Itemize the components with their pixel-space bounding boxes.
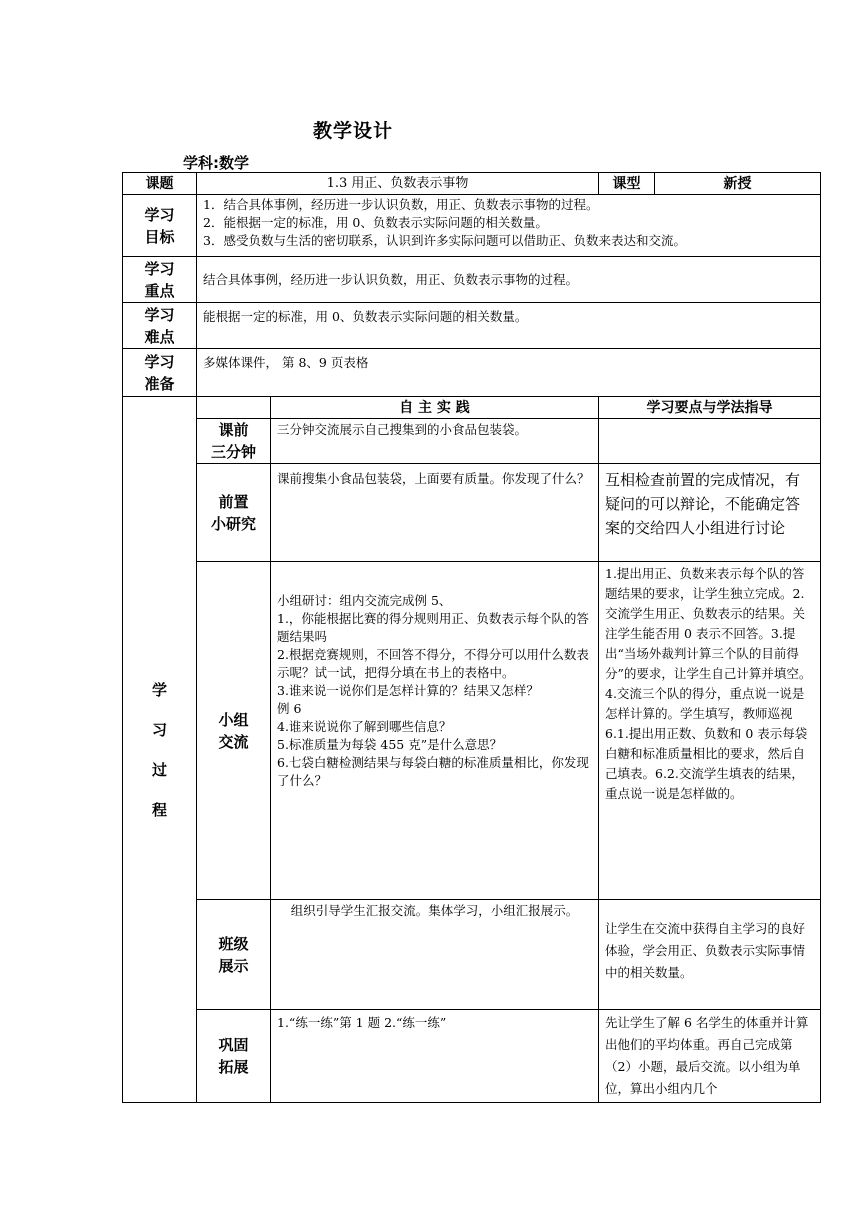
process-label-char: 程 xyxy=(151,800,167,819)
key-points-label: 学习 重点 xyxy=(123,257,197,303)
process-row-guidance: 先让学生了解 6 名学生的体重并计算出他们的平均体重。再自己完成第（2）小题，最后交流。以小组为单位，算出小组内几个 xyxy=(599,1010,821,1103)
process-label xyxy=(123,397,197,1103)
goal-item: 3．感受负数与生活的密切联系，认识到许多实际问题可以借助正、负数来表达和交流。 xyxy=(203,233,686,248)
subject-label: 学科:数学 xyxy=(183,154,249,172)
difficulties-label: 学习 难点 xyxy=(123,303,197,349)
process-row-practice: 组织引导学生汇报交流。集体学习，小组汇报展示。 xyxy=(271,900,599,1010)
lesson-plan-table xyxy=(122,172,821,1103)
difficulties-row xyxy=(123,303,821,349)
key-points-text: 结合具体事例，经历进一步认识负数，用正、负数表示事物的过程。 xyxy=(197,257,821,303)
goals-label: 学习 目标 xyxy=(123,195,197,257)
topic-label: 课题 xyxy=(123,173,197,195)
process-row-guidance xyxy=(599,419,821,464)
preparation-label: 学习 准备 xyxy=(123,349,197,397)
process-row-guidance: 1.提出用正、负数来表示每个队的答题结果的要求，让学生独立完成。2.交流学生用正、负数表示的结果。关注学生能否用 0 表示不回答。3.提出“当场外裁判计算三个队的目前得分”的要求，让学生自己计算并填空。4.交流三个队的得分，重点说一说是怎样计算的。学生填写，教师巡视 6.1.提出用正数、负数和 0 表示每袋白糖和标准质量相比的要求，然后自己填表。6.2.交流学生填表的结果，重点说一说是怎样做的。 xyxy=(599,562,821,900)
document-title: 教学设计 xyxy=(313,120,394,142)
process-row-practice: 小组研讨：组内交流完成例 5、 1.，你能根据比赛的得分规则用正、负数表示每个队的答题结果吗 2.根据竞赛规则，不回答不得分，不得分可以用什么数表示呢？试一试，把得分填在书上的表格中。 3.谁来说一说你们是怎样计算的？结果又怎样？ 例 6 4.谁来说说你了解到哪些信息？ 5.标准质量为每袋 455 克”是什么意思？ 6.七袋白糖检测结果与每袋白糖的标准质量相比，你发现了什么？ xyxy=(271,562,599,900)
difficulties-text: 能根据一定的标准，用 0、负数表示实际问题的相关数量。 xyxy=(197,303,821,349)
process-row-label: 小组 交流 xyxy=(197,562,271,900)
process-label-char: 过 xyxy=(151,760,167,779)
practice-column-header: 自 主 实 践 xyxy=(271,397,599,419)
process-row-guidance: 让学生在交流中获得自主学习的良好体验，学会用正、负数表示实际事情中的相关数量。 xyxy=(599,900,821,1010)
process-row-label: 班级 展示 xyxy=(197,900,271,1010)
blank-header-cell xyxy=(197,397,271,419)
process-row xyxy=(123,464,821,562)
process-row-practice: 课前搜集小食品包装袋，上面要有质量。你发现了什么？ xyxy=(271,464,599,562)
goal-item: 1．结合具体事例，经历进一步认识负数，用正、负数表示事物的过程。 xyxy=(203,197,599,212)
process-row xyxy=(123,562,821,900)
process-row-label: 课前 三分钟 xyxy=(197,419,271,464)
topic-value: 1.3 用正、负数表示事物 xyxy=(197,173,599,195)
process-label-char: 习 xyxy=(151,720,167,739)
process-label-char: 学 xyxy=(151,680,167,699)
preparation-row xyxy=(123,349,821,397)
process-row-label: 前置 小研究 xyxy=(197,464,271,562)
guidance-column-header: 学习要点与学法指导 xyxy=(599,397,821,419)
preparation-text: 多媒体课件， 第 8、9 页表格 xyxy=(197,349,821,397)
topic-row xyxy=(123,173,821,195)
type-value: 新授 xyxy=(655,173,821,195)
process-row xyxy=(123,419,821,464)
process-row xyxy=(123,900,821,1010)
goal-item: 2．能根据一定的标准，用 0、负数表示实际问题的相关数量。 xyxy=(203,215,548,230)
process-row-practice: 1.“练一练”第 1 题 2.“练一练” xyxy=(271,1010,599,1103)
process-row-label: 巩固 拓展 xyxy=(197,1010,271,1103)
process-row-practice: 三分钟交流展示自己搜集到的小食品包装袋。 xyxy=(271,419,599,464)
process-row-guidance: 互相检查前置的完成情况，有疑问的可以辩论，不能确定答案的交给四人小组进行讨论 xyxy=(599,464,821,562)
goals-content xyxy=(197,195,821,257)
process-row xyxy=(123,1010,821,1103)
type-label: 课型 xyxy=(599,173,655,195)
process-header-row xyxy=(123,397,821,419)
goals-row xyxy=(123,195,821,257)
key-points-row xyxy=(123,257,821,303)
